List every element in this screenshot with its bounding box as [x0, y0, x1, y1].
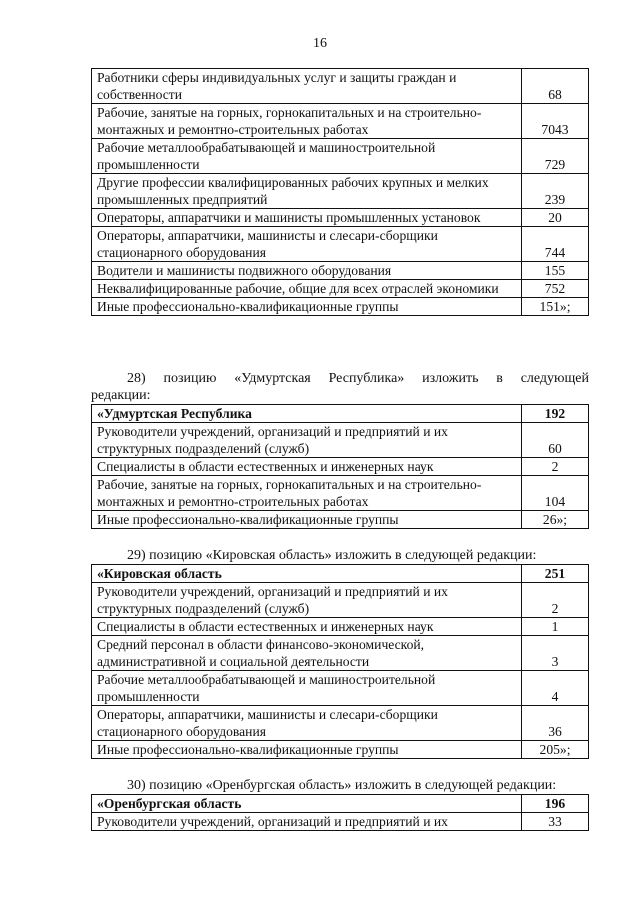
occupation-count: 104 — [522, 476, 589, 511]
kirov-table — [91, 564, 589, 759]
occupation-count: 4 — [522, 671, 589, 706]
table-row — [92, 813, 589, 831]
table-row — [92, 511, 589, 529]
paragraph-28 — [91, 370, 589, 387]
page-number: 16 — [313, 36, 327, 51]
occupation-name: Специалисты в области естественных и инженерных наук — [92, 618, 522, 636]
table-row — [92, 139, 589, 174]
occupation-name: Специалисты в области естественных и инженерных наук — [92, 458, 522, 476]
region-total: 192 — [522, 405, 589, 423]
occupation-count: 36 — [522, 706, 589, 741]
occupation-name: Средний персонал в области финансово-экономической, административной и социальной деятельности — [92, 636, 522, 671]
region-total: 251 — [522, 565, 589, 583]
occupation-name: Операторы, аппаратчики, машинисты и слесари-сборщики стационарного оборудования — [92, 706, 522, 741]
occupation-count: 20 — [522, 209, 589, 227]
occupation-name: Операторы, аппаратчики и машинисты промышленных установок — [92, 209, 522, 227]
occupation-name: Водители и машинисты подвижного оборудования — [92, 262, 522, 280]
table-row — [92, 636, 589, 671]
paragraph-28-line1: 28) позицию «Удмуртская Республика» изложить в следующей — [127, 371, 589, 386]
occupation-name: Руководители учреждений, организаций и предприятий и их структурных подразделений (служб) — [92, 423, 522, 458]
table-row — [92, 706, 589, 741]
table-row — [92, 280, 589, 298]
occupation-name: Иные профессионально-квалификационные группы — [92, 511, 522, 529]
occupation-count: 205»; — [522, 741, 589, 759]
occupation-count: 2 — [522, 458, 589, 476]
paragraph-29-text: 29) позицию «Кировская область» изложить в следующей редакции: — [127, 548, 537, 563]
occupation-count: 744 — [522, 227, 589, 262]
region-name: «Оренбургская область — [92, 795, 522, 813]
udmurt-table — [91, 404, 589, 529]
region-total: 196 — [522, 795, 589, 813]
occupation-count: 155 — [522, 262, 589, 280]
table-row — [92, 476, 589, 511]
table-row — [92, 583, 589, 618]
occupation-count: 2 — [522, 583, 589, 618]
occupation-name: Руководители учреждений, организаций и предприятий и их структурных подразделений (служб) — [92, 583, 522, 618]
region-name: «Кировская область — [92, 565, 522, 583]
table-header-row — [92, 565, 589, 583]
occupation-count: 729 — [522, 139, 589, 174]
paragraph-28-continuation: редакции: — [91, 388, 151, 403]
occupation-name: Неквалифицированные рабочие, общие для всех отраслей экономики — [92, 280, 522, 298]
paragraph-30-text: 30) позицию «Оренбургская область» изложить в следующей редакции: — [127, 778, 557, 793]
occupation-name: Иные профессионально-квалификационные группы — [92, 741, 522, 759]
occupation-name: Другие профессии квалифицированных рабочих крупных и мелких промышленных предприятий — [92, 174, 522, 209]
orenburg-table — [91, 794, 589, 831]
occupation-count: 68 — [522, 69, 589, 104]
occupation-count: 239 — [522, 174, 589, 209]
occupation-name: Операторы, аппаратчики, машинисты и слесари-сборщики стационарного оборудования — [92, 227, 522, 262]
paragraph-29 — [91, 547, 589, 564]
table-row — [92, 174, 589, 209]
occupation-table-continued — [91, 68, 589, 316]
paragraph-30 — [91, 777, 589, 794]
region-name: «Удмуртская Республика — [92, 405, 522, 423]
occupation-count: 752 — [522, 280, 589, 298]
table-row — [92, 262, 589, 280]
table-row — [92, 227, 589, 262]
occupation-name: Рабочие металлообрабатывающей и машиностроительной промышленности — [92, 671, 522, 706]
occupation-count: 3 — [522, 636, 589, 671]
occupation-name: Руководители учреждений, организаций и предприятий и их — [92, 813, 522, 831]
table-row — [92, 458, 589, 476]
occupation-count: 33 — [522, 813, 589, 831]
occupation-name: Работники сферы индивидуальных услуг и защиты граждан и собственности — [92, 69, 522, 104]
occupation-count: 26»; — [522, 511, 589, 529]
occupation-name: Рабочие, занятые на горных, горнокапитальных и на строительно-монтажных и ремонтно-строительных работах — [92, 104, 522, 139]
occupation-count: 1 — [522, 618, 589, 636]
table-row — [92, 423, 589, 458]
table-row — [92, 104, 589, 139]
table-row — [92, 209, 589, 227]
table-row — [92, 69, 589, 104]
occupation-count: 60 — [522, 423, 589, 458]
occupation-name: Рабочие металлообрабатывающей и машиностроительной промышленности — [92, 139, 522, 174]
table-row — [92, 618, 589, 636]
occupation-count: 7043 — [522, 104, 589, 139]
occupation-count: 151»; — [522, 298, 589, 316]
table-row — [92, 741, 589, 759]
occupation-name: Иные профессионально-квалификационные группы — [92, 298, 522, 316]
table-header-row — [92, 405, 589, 423]
table-row — [92, 671, 589, 706]
table-row — [92, 298, 589, 316]
table-header-row — [92, 795, 589, 813]
occupation-name: Рабочие, занятые на горных, горнокапитальных и на строительно-монтажных и ремонтно-строительных работах — [92, 476, 522, 511]
